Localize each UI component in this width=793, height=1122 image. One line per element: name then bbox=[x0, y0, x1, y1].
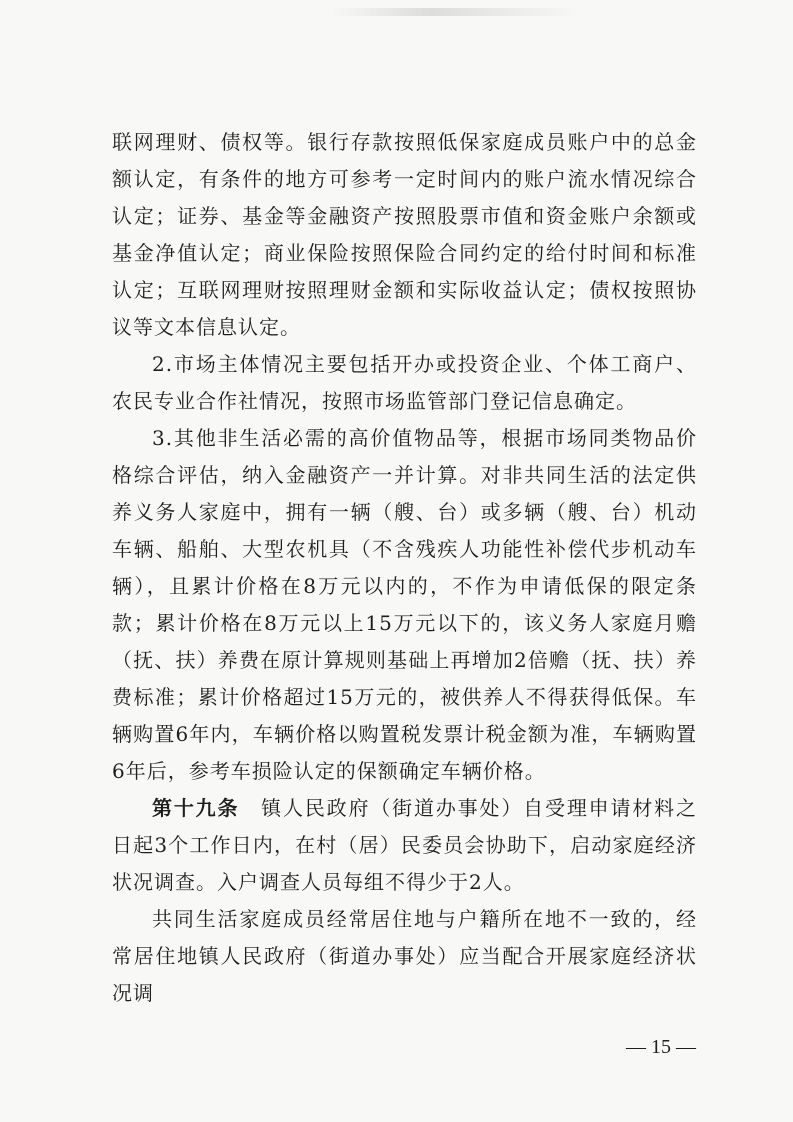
document-body bbox=[112, 124, 697, 1012]
paragraph-text: 联网理财、债权等。银行存款按照低保家庭成员账户中的总金额认定，有条件的地方可参考一定时间内的账户流水情况综合认定；证券、基金等金融资产按照股票市值和资金账户余额或基金净值认定；商业保险按照保险合同约定的给付时间和标准认定；互联网理财按照理财金额和实际收益认定；债权按照协议等文本信息认定。 bbox=[112, 130, 697, 339]
paragraph-text: 2.市场主体情况主要包括开办或投资企业、个体工商户、农民专业合作社情况，按照市场监管部门登记信息确定。 bbox=[112, 352, 697, 413]
paragraph-text: 共同生活家庭成员经常居住地与户籍所在地不一致的，经常居住地镇人民政府（街道办事处）应当配合开展家庭经济状况调 bbox=[112, 907, 697, 1005]
paragraph-residence bbox=[112, 901, 697, 1012]
paragraph-article-19 bbox=[112, 790, 697, 901]
article-number: 第十九条 bbox=[152, 796, 240, 820]
paragraph-high-value-items bbox=[112, 420, 697, 790]
paragraph-financial-assets bbox=[112, 124, 697, 346]
paragraph-text: 镇人民政府（街道办事处）自受理申请材料之日起3个工作日内，在村（居）民委员会协助下，启动家庭经济状况调查。入户调查人员每组不得少于2人。 bbox=[112, 796, 698, 894]
page-number: — 15 — bbox=[626, 1036, 696, 1058]
paragraph-text: 3.其他非生活必需的高价值物品等，根据市场同类物品价格综合评估，纳入金融资产一并计算。对非共同生活的法定供养义务人家庭中，拥有一辆（艘、台）或多辆（艘、台）机动车辆、船舶、大型农机具（不含残疾人功能性补偿代步机动车辆），且累计价格在8万元以内的，不作为申请低保的限定条款；累计价格在8万元以上15万元以下的，该义务人家庭月赡（抚、扶）养费在原计算规则基础上再增加2倍赡（抚、扶）养费标准；累计价格超过15万元的，被供养人不得获得低保。车辆购置6年内，车辆价格以购置税发票计税金额为准，车辆购置6年后，参考车损险认定的保额确定车辆价格。 bbox=[112, 426, 697, 783]
scan-artifact bbox=[330, 8, 580, 16]
paragraph-market-entity bbox=[112, 346, 697, 420]
